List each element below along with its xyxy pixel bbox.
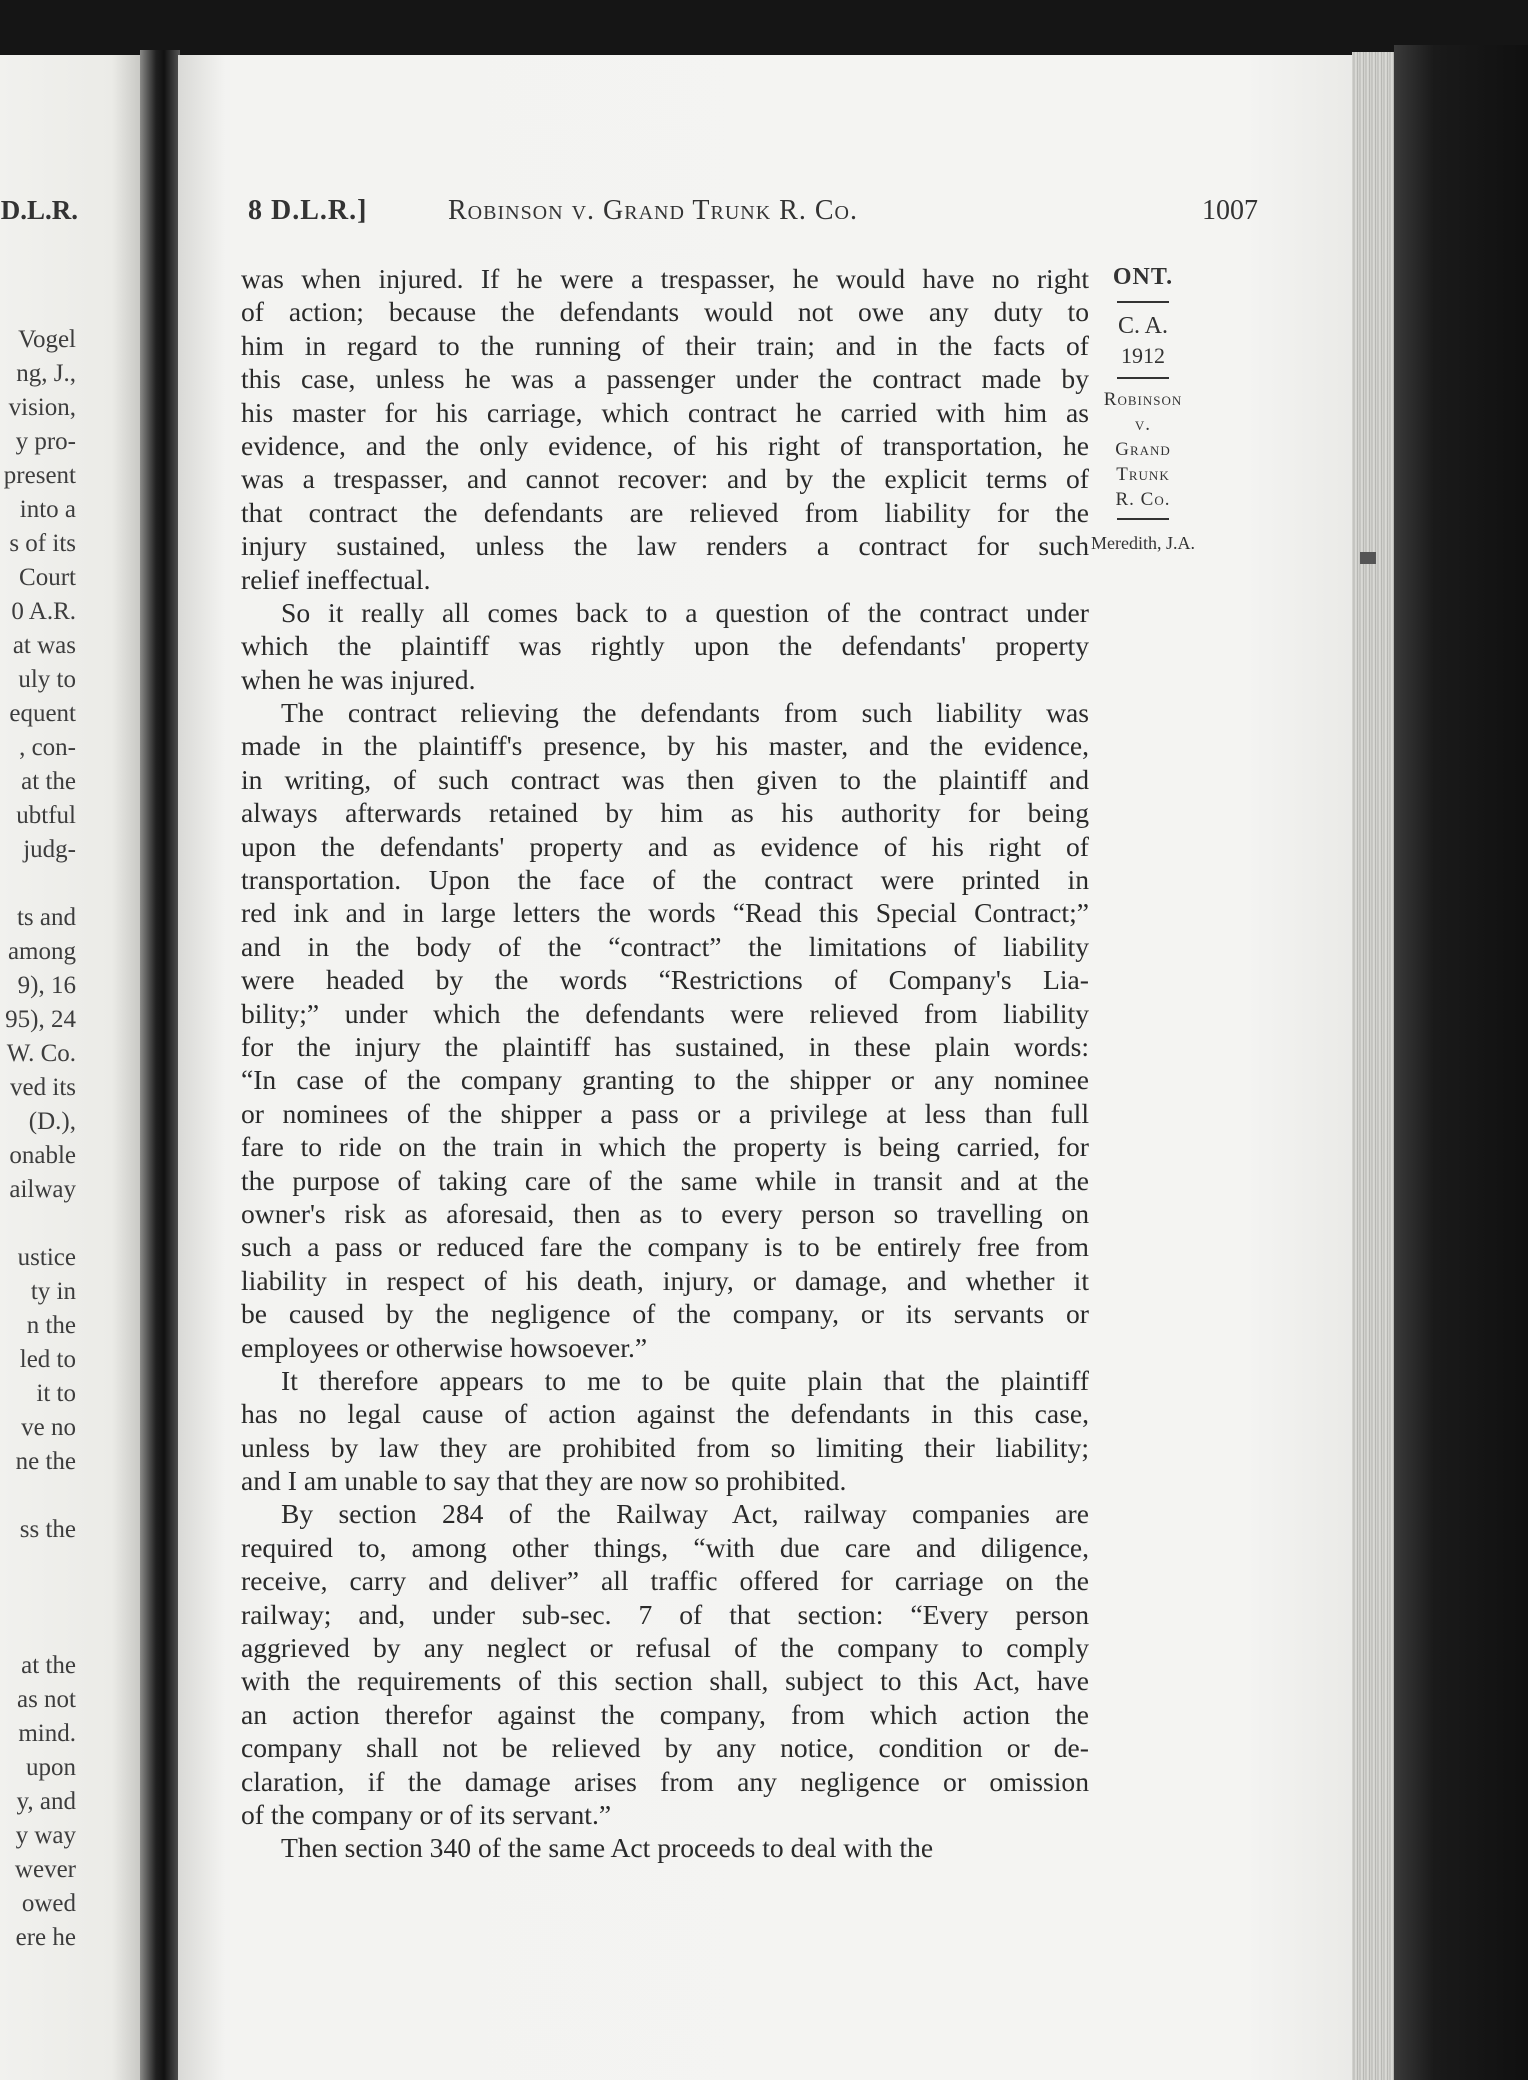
page-edge-mark: [1360, 552, 1376, 564]
text-line: was when injured. If he were a trespasser, he would have no right: [241, 263, 1089, 294]
left-page-line: [0, 1207, 76, 1241]
year-note: 1912: [1121, 343, 1165, 368]
text-line: required to, among other things, “with due care and diligence,: [241, 1531, 1089, 1563]
text-line: railway; and, under sub-sec. 7 of that section: “Every person: [241, 1598, 1089, 1630]
case-name-line: R. Co.: [1115, 489, 1171, 510]
left-page-line: equent: [9, 700, 76, 727]
text-line: that contract the defendants are relieved from liability for the: [241, 496, 1089, 528]
left-page-line: at was: [12, 632, 76, 659]
left-page-line: at the: [21, 768, 76, 795]
left-page-line: ss the: [19, 1516, 76, 1543]
text-line: employees or otherwise howsoever.”: [241, 1331, 648, 1363]
left-page-line: judg-: [23, 836, 76, 863]
book-cover: [1394, 45, 1528, 2080]
text-line: him in regard to the running of their train; and in the facts of: [241, 329, 1089, 361]
text-line: owner's risk as aforesaid, then as to every person so travelling on: [241, 1197, 1089, 1229]
jurisdiction-note: ONT.: [1112, 264, 1174, 290]
left-page: [0, 55, 140, 2080]
left-page-line: uly to: [18, 666, 76, 693]
left-page-line: n the: [26, 1312, 76, 1339]
left-page-line: [0, 1479, 76, 1513]
running-head: [248, 195, 1258, 235]
left-page-line: mind.: [18, 1720, 76, 1747]
text-line: has no legal cause of action against the defendants in this case,: [241, 1398, 1089, 1430]
text-line: in writing, of such contract was then given to the plaintiff and: [241, 763, 1089, 795]
text-line: be caused by the negligence of the company, or its servants or: [241, 1298, 1089, 1330]
text-line: upon the defendants' property and as evidence of his right of: [241, 830, 1089, 862]
left-page-line: 95), 24: [5, 1006, 76, 1033]
left-page-line: W. Co.: [6, 1040, 76, 1067]
text-line: transportation. Upon the face of the contract were printed in: [241, 864, 1089, 896]
text-line: So it really all comes back to a question of the contract under: [281, 596, 1089, 628]
margin-rule: [1117, 301, 1169, 303]
text-line: were headed by the words “Restrictions of Company's Lia-: [241, 964, 1089, 996]
text-line: company shall not be relieved by any notice, condition or de-: [241, 1732, 1089, 1764]
text-line: unless by law they are prohibited from so limiting their liability;: [241, 1431, 1089, 1463]
page-number: 1007: [1202, 195, 1258, 226]
case-title: Robinson v. Grand Trunk R. Co.: [448, 195, 858, 226]
margin-notes: [1058, 259, 1228, 558]
left-page-line: [0, 867, 76, 901]
text-line: aggrieved by any neglect or refusal of the company to comply: [241, 1632, 1089, 1664]
text-line: or nominees of the shipper a pass or a privilege at less than full: [241, 1097, 1089, 1129]
text-line: always afterwards retained by him as his authority for being: [241, 797, 1089, 829]
left-page-text: [0, 323, 76, 1955]
judge-note: Meredith, J.A.: [1091, 533, 1195, 553]
case-name-line: Robinson: [1103, 389, 1183, 410]
text-line: bility;” under which the defendants were relieved from liability: [241, 997, 1089, 1029]
left-page-line: upon: [26, 1754, 76, 1781]
text-line: an action therefor against the company, from which action the: [241, 1698, 1089, 1730]
left-page-line: ustice: [17, 1244, 76, 1271]
text-line: of action; because the defendants would not owe any duty to: [241, 296, 1089, 328]
paragraph: [241, 596, 1089, 696]
text-line: his master for his carriage, which contract he carried with him as: [241, 396, 1089, 428]
margin-rule: [1117, 377, 1169, 379]
left-page-line: vision,: [8, 394, 76, 421]
left-page-line: into a: [19, 496, 76, 523]
left-page-line: ts and: [16, 904, 76, 931]
paragraph: [241, 1497, 1089, 1831]
left-page-line: among: [7, 938, 76, 965]
text-line: relief ineffectual.: [241, 563, 431, 595]
paragraph: [241, 696, 1089, 1364]
left-page-line: at the: [21, 1652, 76, 1679]
case-name-line: Trunk: [1116, 464, 1170, 485]
left-page-line: ubtful: [16, 802, 76, 829]
paragraph: [241, 1831, 1089, 1864]
left-page-line: (D.),: [28, 1108, 76, 1135]
text-line: this case, unless he was a passenger under the contract made by: [241, 363, 1089, 395]
left-page-line: ailway: [9, 1176, 76, 1203]
case-name-line: Grand: [1115, 439, 1171, 460]
text-line: fare to ride on the train in which the property is being carried, for: [241, 1131, 1089, 1163]
case-name-note: [1058, 387, 1228, 512]
text-line: of the company or of its servant.”: [241, 1798, 612, 1830]
book-gutter: [140, 50, 180, 2080]
court-note: C. A.: [1117, 313, 1168, 339]
text-line: The contract relieving the defendants from such liability was: [281, 697, 1089, 729]
main-page: [178, 55, 1363, 2080]
margin-rule: [1117, 518, 1169, 520]
left-page-line: onable: [9, 1142, 76, 1169]
left-page-line: Vogel: [18, 326, 76, 353]
case-name-line: v.: [1134, 414, 1152, 435]
text-line: which the plaintiff was rightly upon the defendants' property: [241, 630, 1089, 662]
body-text: [241, 262, 1089, 1865]
left-page-line: s of its: [9, 530, 76, 557]
left-page-line: [0, 1615, 76, 1649]
text-line: for the injury the plaintiff has sustained, in these plain words:: [241, 1030, 1089, 1062]
left-page-line: it to: [36, 1380, 76, 1407]
text-line: was a trespasser, and cannot recover: and by the explicit terms of: [241, 463, 1089, 495]
left-page-line: present: [3, 462, 76, 489]
left-page-line: led to: [19, 1346, 76, 1373]
text-line: and in the body of the “contract” the limitations of liability: [241, 930, 1089, 962]
text-line: the purpose of taking care of the same while in transit and at the: [241, 1164, 1089, 1196]
left-page-line: 0 A.R.: [11, 598, 76, 625]
left-page-line: ve no: [21, 1414, 76, 1441]
paragraph: [241, 1364, 1089, 1498]
left-page-line: [0, 1581, 76, 1615]
left-page-line: y way: [15, 1822, 76, 1849]
left-page-line: ved its: [10, 1074, 76, 1101]
volume-label: 8 D.L.R.]: [248, 195, 368, 226]
left-page-line: owed: [21, 1890, 76, 1917]
page-edges: [1352, 52, 1394, 2080]
text-line: such a pass or reduced fare the company is to be entirely free from: [241, 1231, 1089, 1263]
text-line: claration, if the damage arises from any negligence or omission: [241, 1765, 1089, 1797]
left-page-line: ng, J.,: [16, 360, 76, 387]
text-line: and I am unable to say that they are now so prohibited.: [241, 1465, 847, 1497]
left-page-line: as not: [16, 1686, 76, 1713]
text-line: By section 284 of the Railway Act, railway companies are: [281, 1498, 1089, 1530]
text-line: evidence, and the only evidence, of his right of transportation, he: [241, 429, 1089, 461]
text-line: receive, carry and deliver” all traffic offered for carriage on the: [241, 1565, 1089, 1597]
text-line: “In case of the company granting to the shipper or any nominee: [241, 1064, 1089, 1096]
left-running-head: D.L.R.: [0, 195, 78, 225]
left-page-line: y pro-: [15, 428, 76, 455]
left-page-line: , con-: [19, 734, 76, 761]
paragraph: [241, 262, 1089, 596]
left-page-line: y, and: [16, 1788, 76, 1815]
left-page-line: wever: [14, 1856, 76, 1883]
text-line: injury sustained, unless the law renders a contract for such: [241, 530, 1089, 562]
top-shadow: [0, 0, 1528, 58]
text-line: when he was injured.: [241, 663, 476, 695]
left-page-line: [0, 1547, 76, 1581]
text-line: red ink and in large letters the words “Read this Special Contract;”: [241, 897, 1089, 929]
text-line: with the requirements of this section shall, subject to this Act, have: [241, 1665, 1089, 1697]
text-line: It therefore appears to me to be quite plain that the plaintiff: [281, 1364, 1089, 1396]
text-line: made in the plaintiff's presence, by his master, and the evidence,: [241, 730, 1089, 762]
left-page-line: ne the: [15, 1448, 76, 1475]
text-line: liability in respect of his death, injury, or damage, and whether it: [241, 1264, 1089, 1296]
left-page-line: 9), 16: [17, 972, 76, 999]
left-page-line: Court: [19, 564, 76, 591]
left-page-line: ty in: [30, 1278, 76, 1305]
text-line: Then section 340 of the same Act proceeds to deal with the: [281, 1832, 934, 1864]
left-page-line: ere he: [15, 1924, 76, 1951]
